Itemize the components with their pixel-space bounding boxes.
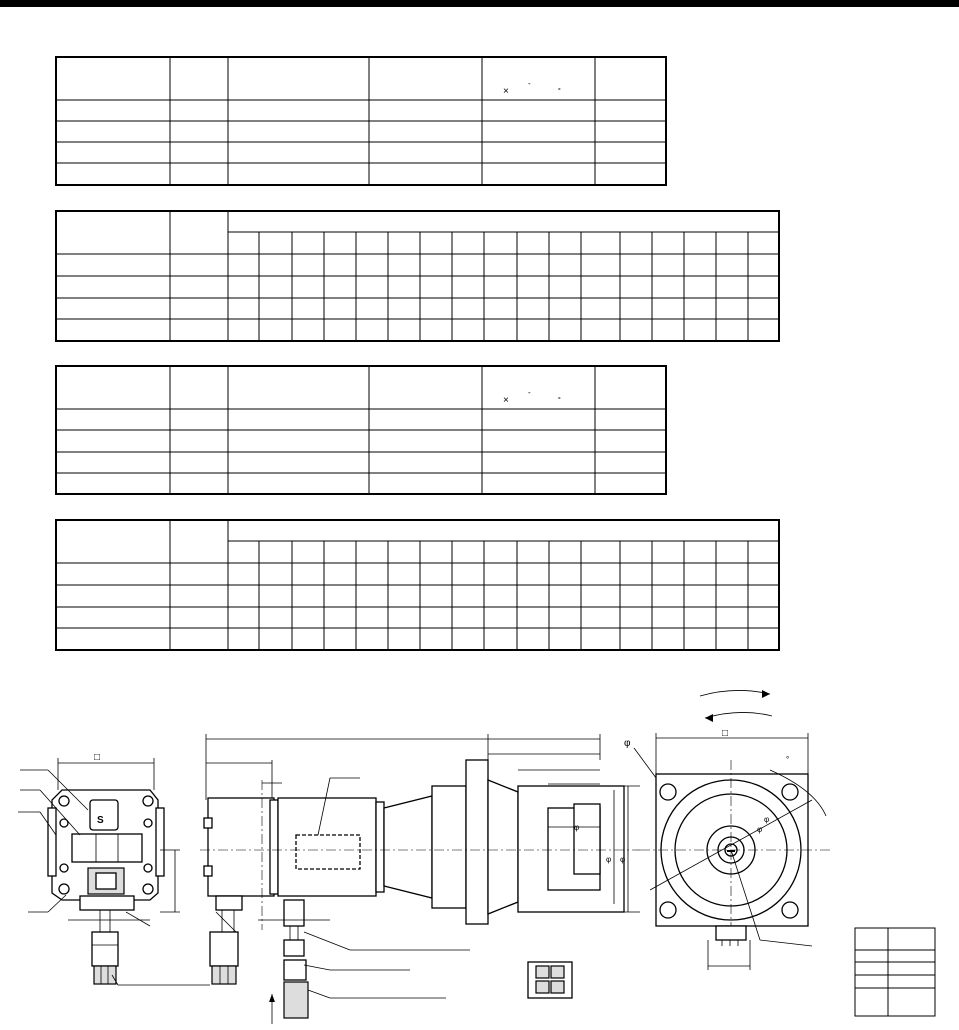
connector-window <box>96 873 116 889</box>
diameter-mark: φ <box>757 825 763 834</box>
pin-2 <box>551 966 564 978</box>
fin <box>204 866 212 876</box>
times-symbol: × <box>503 395 509 406</box>
diameter-symbol: φ <box>624 738 631 749</box>
screw <box>144 864 152 872</box>
connector-stub <box>216 896 242 910</box>
encoder-plug <box>210 932 238 966</box>
motor-ring <box>270 800 278 894</box>
dot-symbol: - <box>558 84 561 93</box>
power-plug-body <box>284 982 308 1018</box>
bolt-hole <box>143 796 153 806</box>
square-symbol: □ <box>722 728 729 739</box>
power-plug <box>284 960 306 980</box>
plug <box>92 932 118 966</box>
diameter-mark: φ <box>620 855 626 864</box>
power-cable-sleeve <box>284 940 304 956</box>
dash-symbol: - <box>528 388 531 397</box>
bolt-hole <box>59 884 69 894</box>
degree-mark: ° <box>786 755 790 764</box>
side-tab <box>48 808 56 876</box>
output-housing <box>488 780 518 914</box>
gear-case <box>432 786 466 908</box>
spec-table-2 <box>56 366 666 494</box>
plug-pins <box>94 966 116 984</box>
bolt-hole <box>143 884 153 894</box>
key-table <box>855 928 935 1016</box>
connector-base <box>80 896 134 910</box>
gear-flange <box>466 760 488 924</box>
connector-face <box>528 962 572 998</box>
dim-table-2-columns <box>259 541 748 650</box>
spec-table-1 <box>56 57 666 185</box>
screw <box>60 864 68 872</box>
logo-badge <box>90 800 118 830</box>
leader-line <box>308 990 330 998</box>
pin-4 <box>551 981 564 993</box>
logo-letter: S <box>97 815 104 826</box>
rotation-arrow-ccw <box>705 712 772 718</box>
power-connector <box>284 900 304 926</box>
mount-hole <box>782 902 798 918</box>
pin-1 <box>536 966 549 978</box>
dim-table-1-columns <box>259 232 748 341</box>
bottom-connector <box>716 926 746 940</box>
times-symbol: × <box>503 86 509 97</box>
dim-table-1 <box>56 211 779 341</box>
output-shaft <box>574 804 600 874</box>
square-symbol: □ <box>94 752 101 763</box>
flange-front-view <box>624 690 830 970</box>
gear-neck <box>384 796 432 898</box>
diameter-mark: φ <box>606 855 612 864</box>
fin <box>204 818 212 828</box>
diameter-mark: φ <box>764 815 770 824</box>
motor-flange <box>376 802 384 892</box>
nameplate-dashed <box>296 835 360 869</box>
nameplate <box>72 834 142 862</box>
encoder-body <box>208 798 274 896</box>
connector-face-frame <box>528 962 572 998</box>
mount-hole <box>660 784 676 800</box>
leader-line <box>304 932 350 950</box>
dim-table-2 <box>56 520 779 650</box>
screw <box>144 819 152 827</box>
dash-symbol: - <box>528 79 531 88</box>
rotation-arrow-cw <box>700 690 770 696</box>
leader-line <box>304 965 330 970</box>
pin-3 <box>536 981 549 993</box>
motor-rear-view <box>18 752 210 985</box>
mount-hole <box>782 784 798 800</box>
side-tab <box>156 808 164 876</box>
bolt-hole <box>59 796 69 806</box>
mount-hole <box>660 902 676 918</box>
encoder-plug-pins <box>212 966 236 984</box>
motor-side-view <box>200 734 640 1024</box>
diameter-mark: φ <box>574 823 580 832</box>
dot-symbol: - <box>558 393 561 402</box>
